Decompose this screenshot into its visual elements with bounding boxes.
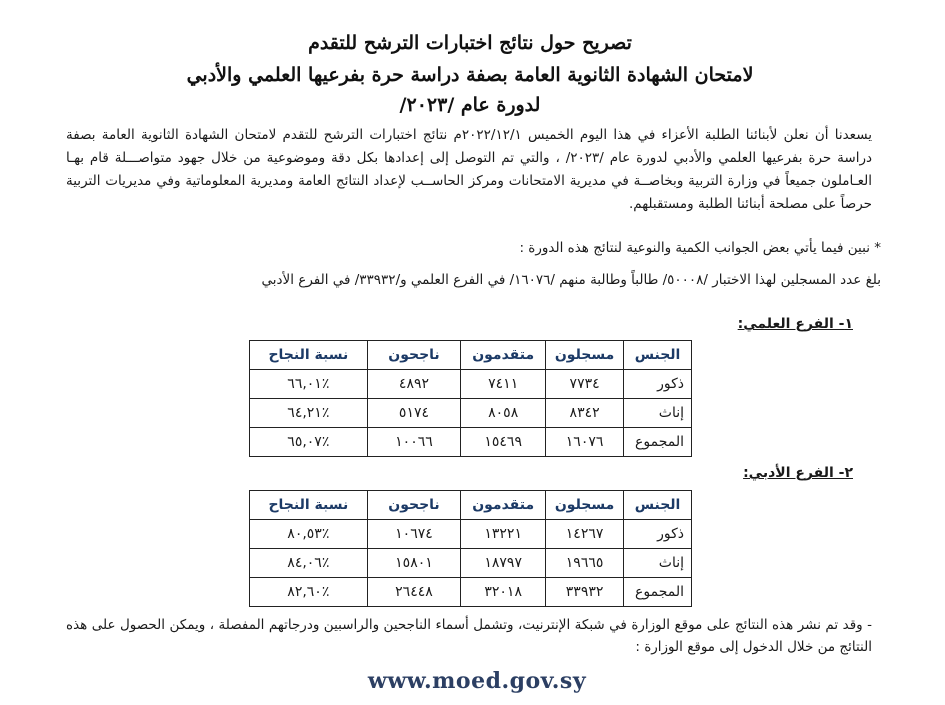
cell-passed: ١٠٠٦٦ xyxy=(367,428,461,457)
table-row-total xyxy=(250,578,692,607)
scientific-heading: ١- الفرع العلمي: xyxy=(737,316,853,332)
cell-pass-rate: ٪٦٤,٢١ xyxy=(250,399,368,428)
title-line-1: تصريح حول نتائج اختبارات الترشح للتقدم xyxy=(308,32,632,54)
cell-passed: ٤٨٩٢ xyxy=(367,370,461,399)
cell-gender: المجموع xyxy=(624,428,692,457)
cell-attended: ١٨٧٩٧ xyxy=(461,549,546,578)
title-line-2: لامتحان الشهادة الثانوية العامة بصفة دراسة حرة بفرعيها العلمي والأدبي xyxy=(186,64,754,86)
header-attended: متقدمون xyxy=(461,341,546,370)
cell-pass-rate: ٪٦٥,٠٧ xyxy=(250,428,368,457)
intro-line: * نبين فيما يأتي بعض الجوانب الكمية والنوعية لنتائج هذه الدورة : xyxy=(519,240,881,256)
header-passed: ناجحون xyxy=(367,491,461,520)
cell-attended: ٧٤١١ xyxy=(461,370,546,399)
cell-registered: ١٩٦٦٥ xyxy=(546,549,624,578)
cell-gender: ذكور xyxy=(624,520,692,549)
literary-results-table xyxy=(249,490,692,607)
cell-gender: إناث xyxy=(624,549,692,578)
header-attended: متقدمون xyxy=(461,491,546,520)
cell-registered: ٧٧٣٤ xyxy=(546,370,624,399)
header-registered: مسجلون xyxy=(546,341,624,370)
cell-passed: ١٠٦٧٤ xyxy=(367,520,461,549)
cell-attended: ٣٢٠١٨ xyxy=(461,578,546,607)
table-header-row xyxy=(250,341,692,370)
cell-registered: ١٤٢٦٧ xyxy=(546,520,624,549)
cell-registered: ١٦٠٧٦ xyxy=(546,428,624,457)
cell-gender: المجموع xyxy=(624,578,692,607)
table-row xyxy=(250,549,692,578)
header-passed: ناجحون xyxy=(367,341,461,370)
literary-heading: ٢- الفرع الأدبي: xyxy=(743,465,853,481)
header-registered: مسجلون xyxy=(546,491,624,520)
table-row xyxy=(250,370,692,399)
announcement-paragraph: يسعدنا أن نعلن لأبنائنا الطلبة الأعزاء في هذا اليوم الخميس ٢٠٢٢/١٢/١م نتائج اختبارات الترشح للتقدم لامتحان الشهادة الثانوية العامة بصفة دراسة حرة بفرعيها العلمي والأدبي لدورة عام /٢٠٢٣/ ، والتي تم التوصل إلى إعدادها بكل دقة وموضوعية من خلال جهود متواصـــلة قام بهـا العـاملون جميعاً في وزارة التربية وبخاصــة في مديرية الامتحانات ومركز الحاســب لإعداد النتائج العامة ومديرية المعلوماتية وفي مديريات التربية حرصاً على مصلحة أبنائنا الطلبة ومستقبلهم. xyxy=(66,127,872,212)
cell-registered: ٣٣٩٣٢ xyxy=(546,578,624,607)
cell-passed: ٥١٧٤ xyxy=(367,399,461,428)
cell-gender: ذكور xyxy=(624,370,692,399)
table-row xyxy=(250,399,692,428)
cell-pass-rate: ٪٨٢,٦٠ xyxy=(250,578,368,607)
scientific-results-table xyxy=(249,340,692,457)
cell-pass-rate: ٪٨٤,٠٦ xyxy=(250,549,368,578)
cell-passed: ١٥٨٠١ xyxy=(367,549,461,578)
ministry-website-link[interactable]: www.moed.gov.sy xyxy=(367,668,587,694)
table-row-total xyxy=(250,428,692,457)
header-pass-rate: نسبة النجاح xyxy=(250,341,368,370)
table-header-row xyxy=(250,491,692,520)
table-row xyxy=(250,520,692,549)
cell-passed: ٢٦٤٤٨ xyxy=(367,578,461,607)
title-line-3: لدورة عام /٢٠٢٣/ xyxy=(399,94,541,116)
cell-registered: ٨٣٤٢ xyxy=(546,399,624,428)
cell-pass-rate: ٪٨٠,٥٣ xyxy=(250,520,368,549)
header-gender: الجنس xyxy=(624,341,692,370)
cell-pass-rate: ٪٦٦,٠١ xyxy=(250,370,368,399)
registration-line: بلغ عدد المسجلين لهذا الاختبار /٥٠٠٠٨/ طالباً وطالبة منهم /١٦٠٧٦/ في الفرع العلمي و/٣٣٩٣٢/ في الفرع الأدبي xyxy=(261,272,881,288)
cell-attended: ٨٠٥٨ xyxy=(461,399,546,428)
cell-gender: إناث xyxy=(624,399,692,428)
publication-note: - وقد تم نشر هذه النتائج على موقع الوزارة في شبكة الإنترنيت، وتشمل أسماء الناجحين والراسبين ودرجاتهم المفصلة ، ويمكن الحصول على هذه النتائج من خلال الدخول إلى موقع الوزارة : xyxy=(66,617,872,655)
header-gender: الجنس xyxy=(624,491,692,520)
cell-attended: ١٣٢٢١ xyxy=(461,520,546,549)
cell-attended: ١٥٤٦٩ xyxy=(461,428,546,457)
header-pass-rate: نسبة النجاح xyxy=(250,491,368,520)
